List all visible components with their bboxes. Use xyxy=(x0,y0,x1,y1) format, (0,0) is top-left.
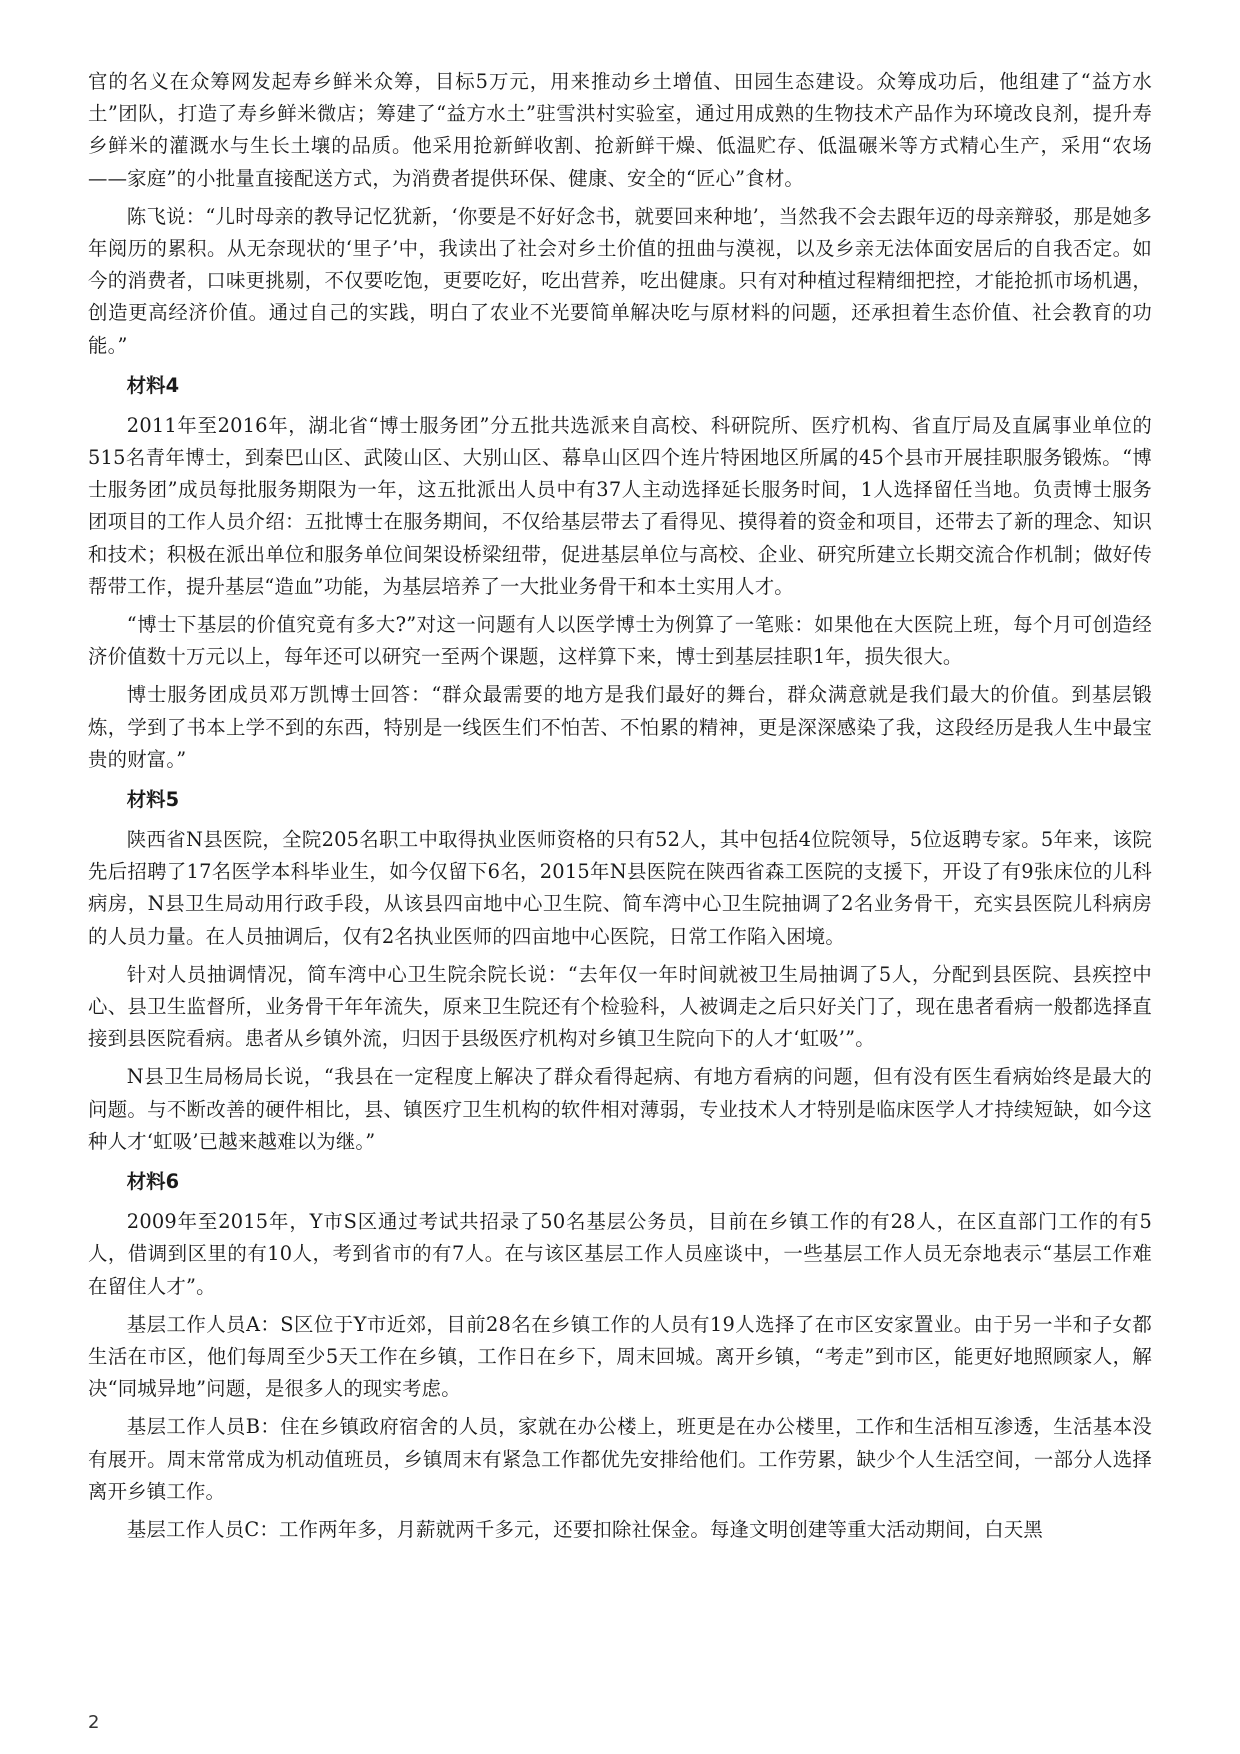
paragraph: 陈飞说：“儿时母亲的教导记忆犹新，‘你要是不好好念书，就要回来种地’，当然我不会去跟年迈的母亲辩驳，那是她多年阅历的累积。从无奈现状的‘里子’中，我读出了社会对乡土价值的扭曲与漠视，以及乡亲无法体面安居后的自我否定。如今的消费者，口味更挑剔，不仅要吃饱，更要吃好，吃出营养，吃出健康。只有对种植过程精细把控，才能抢抓市场机遇，创造更高经济价值。通过自己的实践，明白了农业不光要简单解决吃与原材料的问题，还承担着生态价值、社会教育的功能。” xyxy=(88,204,1152,357)
paragraph: 官的名义在众筹网发起寿乡鲜米众筹，目标5万元，用来推动乡土增值、田园生态建设。众筹成功后，他组建了“益方水土”团队，打造了寿乡鲜米微店；筹建了“益方水土”驻雪洪村实验室，通过用成熟的生物技术产品作为环境改良剂，提升寿乡鲜米的灌溉水与生长土壤的品质。他采用抢新鲜收割、抢新鲜干燥、低温贮存、低温碾米等方式精心生产，采用“农场——家庭”的小批量直接配送方式，为消费者提供环保、健康、安全的“匠心”食材。 xyxy=(88,70,1152,190)
page-number: 2 xyxy=(88,1712,100,1733)
section-heading: 材料6 xyxy=(126,1170,180,1194)
paragraph: 基层工作人员C：工作两年多，月薪就两千多元，还要扣除社保金。每逢文明创建等重大活动期间，白天黑 xyxy=(126,1517,1043,1541)
document-body xyxy=(88,66,1152,1552)
paragraph: 2011年至2016年，湖北省“博士服务团”分五批共选派来自高校、科研院所、医疗机构、省直厅局及直属事业单位的515名青年博士，到秦巴山区、武陵山区、大别山区、幕阜山区四个连片特困地区所属的45个县市开展挂职服务锻炼。“博士服务团”成员每批服务期限为一年，这五批派出人员中有37人主动选择延长服务时间，1人选择留任当地。负责博士服务团项目的工作人员介绍：五批博士在服务期间，不仅给基层带去了看得见、摸得着的资金和项目，还带去了新的理念、知识和技术；积极在派出单位和服务单位间架设桥梁纽带，促进基层单位与高校、企业、研究所建立长期交流合作机制；做好传帮带工作，提升基层“造血”功能，为基层培养了一大批业务骨干和本土实用人才。 xyxy=(88,413,1152,598)
paragraph: 2009年至2015年，Y市S区通过考试共招录了50名基层公务员，目前在乡镇工作的有28人，在区直部门工作的有5人，借调到区里的有10人，考到省市的有7人。在与该区基层工作人员座谈中，一些基层工作人员无奈地表示“基层工作难在留住人才”。 xyxy=(88,1210,1152,1298)
section-heading: 材料5 xyxy=(126,788,180,812)
paragraph: “博士下基层的价值究竟有多大?”对这一问题有人以医学博士为例算了一笔账：如果他在大医院上班，每个月可创造经济价值数十万元以上，每年还可以研究一至两个课题，这样算下来，博士到基层挂职1年，损失很大。 xyxy=(88,613,1152,669)
paragraph: 针对人员抽调情况，简车湾中心卫生院余院长说：“去年仅一年时间就被卫生局抽调了5人，分配到县医院、县疾控中心、县卫生监督所，业务骨干年年流失，原来卫生院还有个检验科，人被调走之后只好关门了，现在患者看病一般都选择直接到县医院看病。患者从乡镇外流，归因于县级医疗机构对乡镇卫生院向下的人才‘虹吸’”。 xyxy=(88,962,1152,1051)
paragraph: 基层工作人员A：S区位于Y市近郊，目前28名在乡镇工作的人员有19人选择了在市区安家置业。由于另一半和子女都生活在市区，他们每周至少5天工作在乡镇，工作日在乡下，周末回城。离开乡镇，“考走”到市区，能更好地照顾家人，解决“同城异地”问题，是很多人的现实考虑。 xyxy=(88,1312,1152,1401)
paragraph: N县卫生局杨局长说，“我县在一定程度上解决了群众看得起病、有地方看病的问题，但有没有医生看病始终是最大的问题。与不断改善的硬件相比，县、镇医疗卫生机构的软件相对薄弱，专业技术人才特别是临床医学人才持续短缺，如今这种人才‘虹吸’已越来越难以为继。” xyxy=(88,1065,1152,1153)
paragraph: 基层工作人员B：住在乡镇政府宿舍的人员，家就在办公楼上，班更是在办公楼里，工作和生活相互渗透，生活基本没有展开。周末常常成为机动值班员，乡镇周末有紧急工作都优先安排给他们。工作劳累，缺少个人生活空间，一部分人选择离开乡镇工作。 xyxy=(88,1415,1152,1503)
paragraph: 陕西省N县医院，全院205名职工中取得执业医师资格的只有52人，其中包括4位院领导，5位返聘专家。5年来，该院先后招聘了17名医学本科毕业生，如今仅留下6名，2015年N县医院在陕西省森工医院的支援下，开设了有9张床位的儿科病房，N县卫生局动用行政手段，从该县四亩地中心卫生院、简车湾中心卫生院抽调了2名业务骨干，充实县医院儿科病房的人员力量。在人员抽调后，仅有2名执业医师的四亩地中心医院，日常工作陷入困境。 xyxy=(88,828,1152,948)
paragraph: 博士服务团成员邓万凯博士回答：“群众最需要的地方是我们最好的舞台，群众满意就是我们最大的价值。到基层锻炼，学到了书本上学不到的东西，特别是一线医生们不怕苦、不怕累的精神，更是深深感染了我，这段经历是我人生中最宝贵的财富。” xyxy=(88,683,1152,771)
section-heading: 材料4 xyxy=(126,373,180,397)
